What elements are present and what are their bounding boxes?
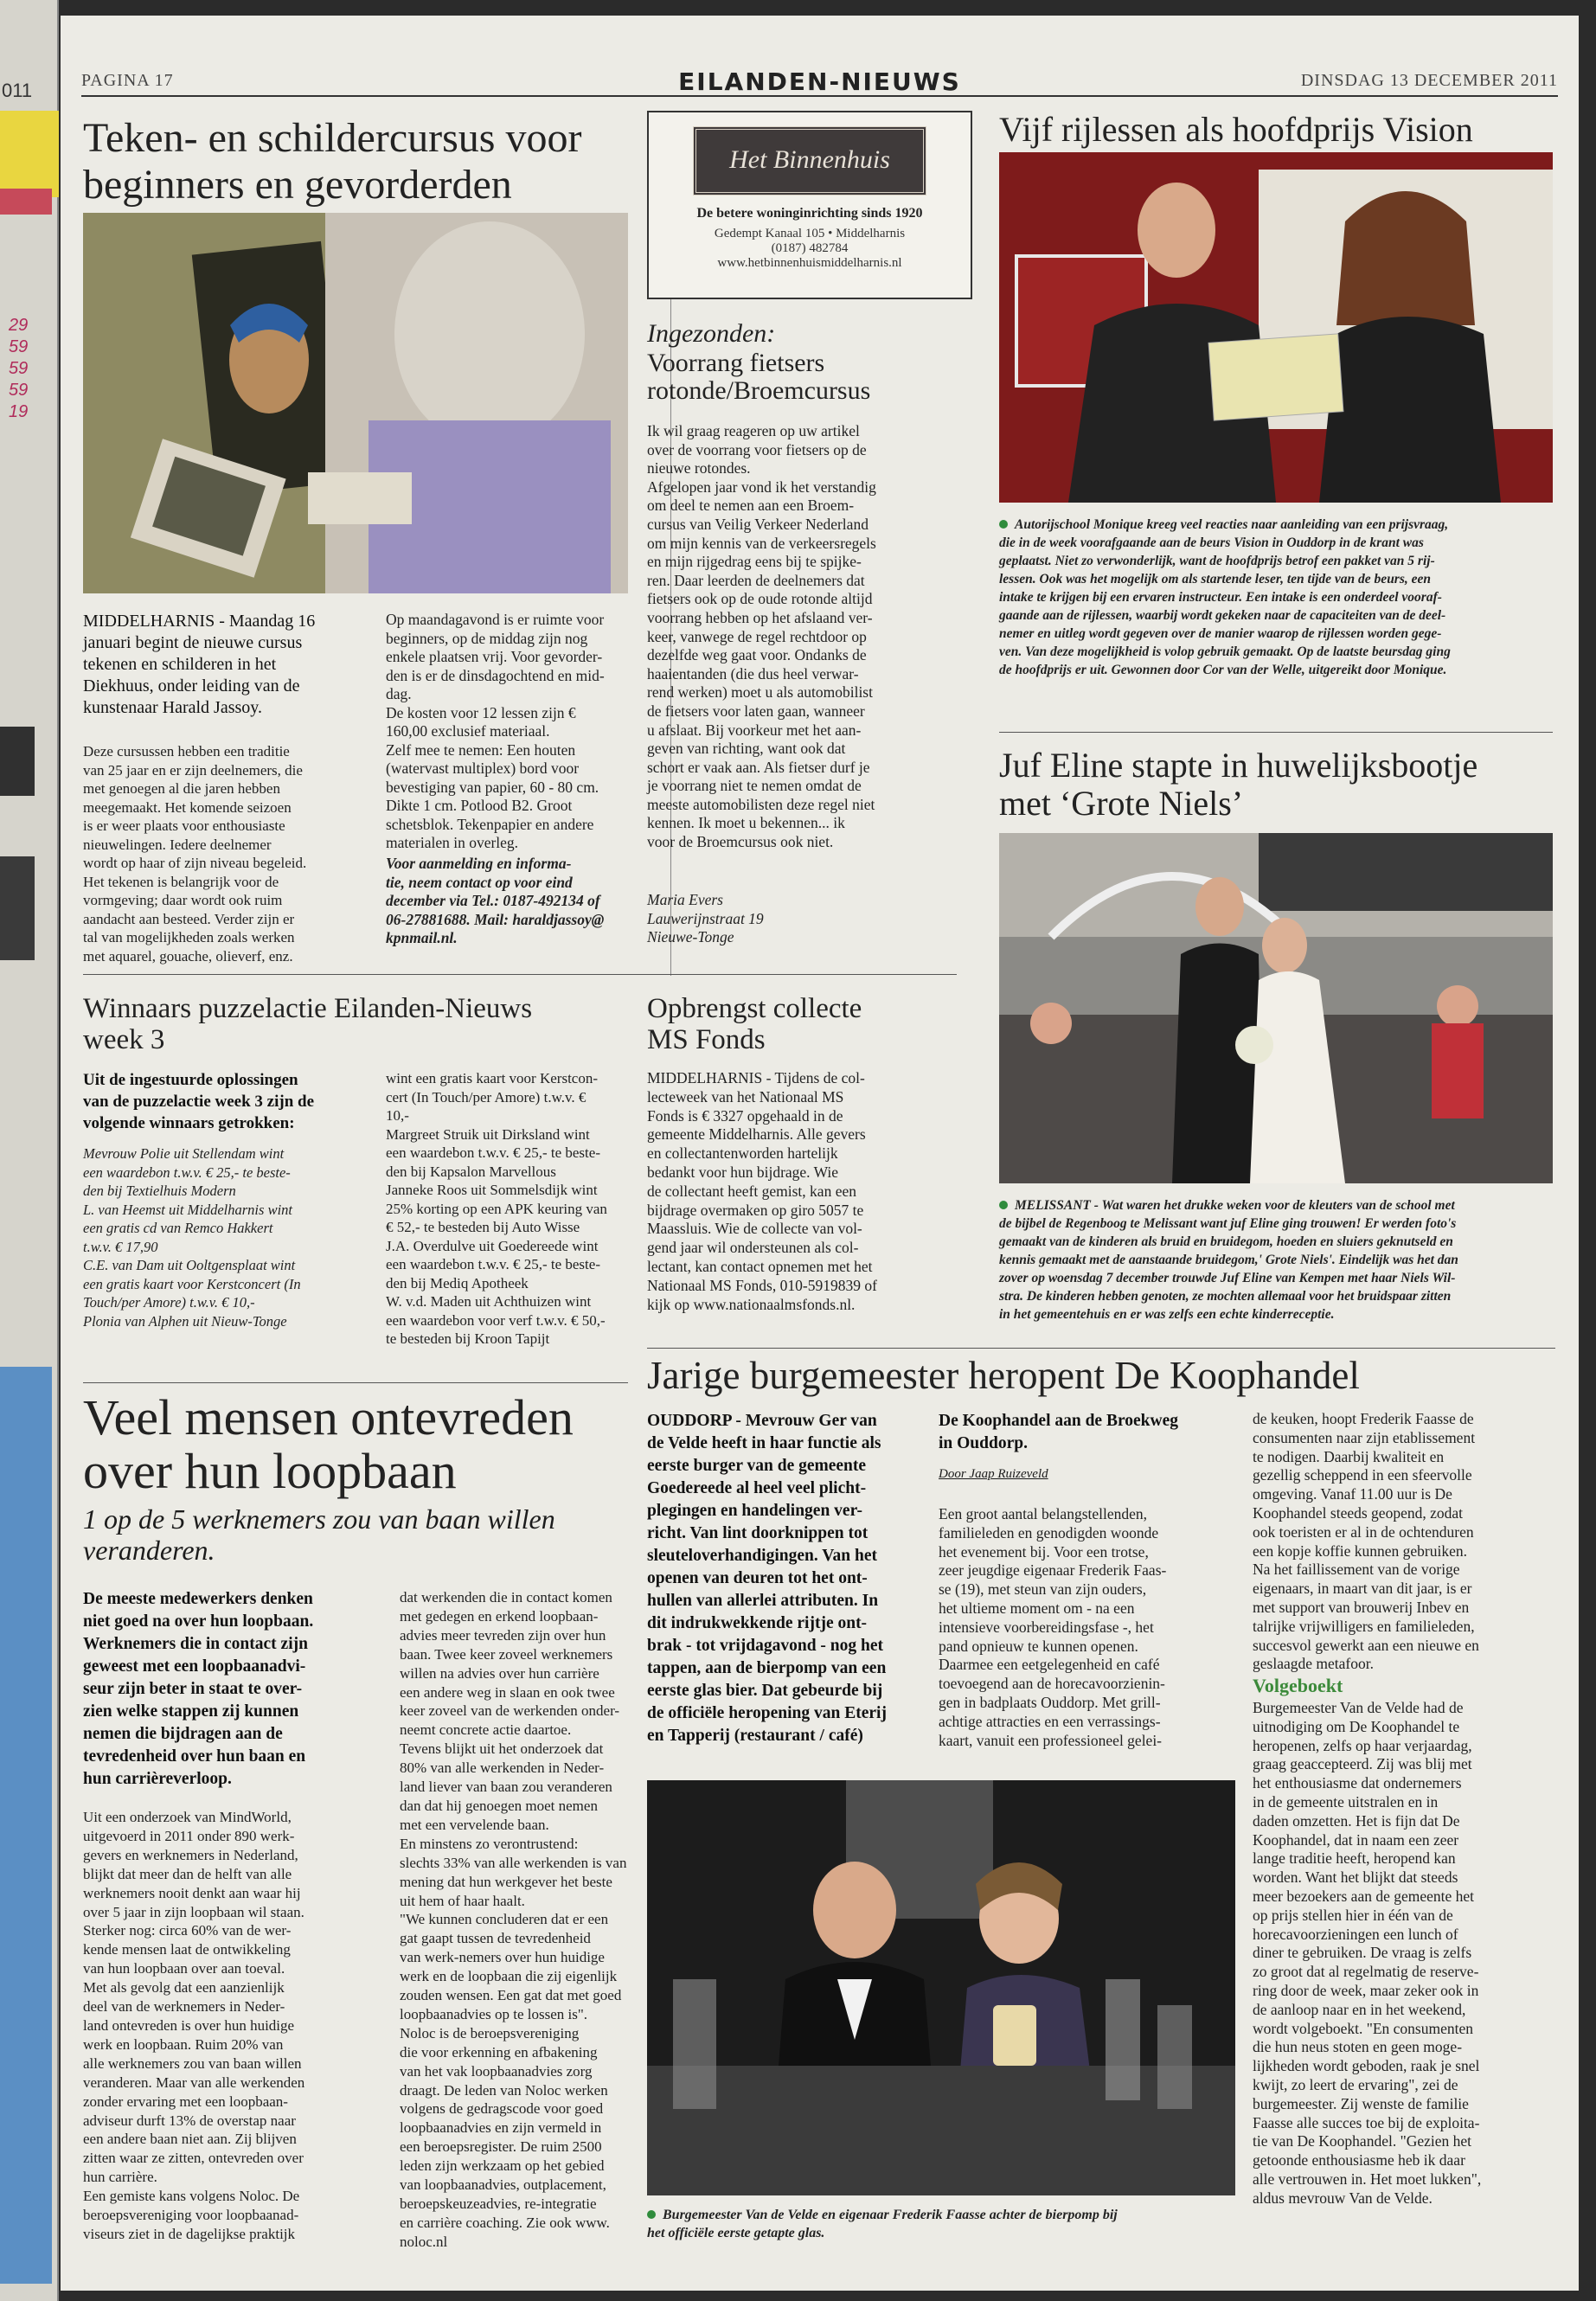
caption-wedding — [999, 1196, 1553, 1324]
caption-koophandel — [647, 2206, 1235, 2242]
issue-date: DINSDAG 13 DECEMBER 2011 — [1300, 71, 1558, 90]
photo-koophandel — [647, 1780, 1235, 2195]
photo-driving-prize — [999, 152, 1553, 503]
article-title-puzzle: Winnaars puzzelactie Eilanden-Nieuws week 3 — [83, 993, 533, 1055]
photo-wedding — [999, 833, 1553, 1183]
article-title-career: Veel mensen ontevreden over hun loopbaan — [83, 1389, 574, 1499]
caption-driving-lessons — [999, 516, 1553, 679]
article-title-driving-lessons: Vijf rijlessen als hoofdprijs Vision — [999, 110, 1473, 149]
body-koophandel-col3: de keuken, hoopt Frederik Faasse de consumenten naar zijn etablissement te nodigen. Daarbij kwaliteit en gezellig scheppend in een sfeervolle omgeving. Vanaf 11.00 uur is De Koophandel steeds geopend, zodat ook toeristen er al in de ochtenduren een kopje koffie kunnen gebruiken. Na het faillissement van de vorige eigenaars, in maart van dit jaar, is er met support van brouwerij Inbev en talrijke vrijwilligers en familieleden, succesvol gewerkt aan een nieuwe en geslaagde metafoor. — [1253, 1410, 1479, 1673]
adjacent-price-3: 59 — [9, 359, 29, 378]
article-title-wedding: Juf Eline stapte in huwelijksbootje met ‘Grote Niels’ — [999, 746, 1478, 823]
contact-drawing-course: Voor aanmelding en informa- tie, neem contact op voor eind december via Tel.: 0187-492134 of 06-27881688. Mail: haraldjassoy@ kpnmail.nl. — [386, 855, 605, 946]
painting-photo-graphic — [83, 213, 628, 593]
binnenhuis-website[interactable]: www.hetbinnenhuismiddelharnis.nl — [717, 256, 902, 270]
lead-drawing-course: MIDDELHARNIS - Maandag 16 januari begint de nieuwe cursus tekenen en schilderen in het Diekhuus, onder leiding van de kunstenaar Harald Jassoy. — [83, 612, 316, 717]
subtitle-career: 1 op de 5 werknemers zou van baan willen veranderen. — [83, 1503, 555, 1566]
adjacent-page-number: 011 — [2, 80, 33, 101]
newspaper-page — [61, 16, 1579, 2291]
bullet-icon — [999, 1201, 1008, 1209]
caption-wedding-text: MELISSANT - Wat waren het drukke weken voor de kleuters van de school met de bijbel de Regenboog te Melissant want juf Eline ging trouwen! Er werden foto's gemaakt van de kinderen als bruid en bruidegom, hoeden en sluiers geknutseld en kennis gemaakt met de aanstaande bruidegom,' Grote Niels'. Eindelijk was het dan zover op woensdag 7 december trouwde Juf Eline van Kempen met haar Niels Wil- stra. De kinderen hebben genoten, ze mochten allemaal voor het bruidspaar zitten in het gemeentehuis en er was zelfs een echte kinderreceptie. — [999, 1198, 1458, 1322]
article-title-koophandel: Jarige burgemeester heropent De Koophandel — [647, 1354, 1360, 1397]
caption-driving-lessons-text: Autorijschool Monique kreeg veel reacties naar aanleiding van een prijsvraag, die in de week voorafgaande aan de beurs Vision in Ouddorp in de krant was geplaatst. Niet zo verwonderlijk, want de hoofdprijs betrof een pakket van 5 rij- lessen. Ook was het mogelijk om als startende leser, ten tijde van de beurs, een intake te krijgen bij een ervaren instructeur. Een intake is een onderdeel vooraf- gaande aan de rijlessen, waarbij wordt gekeken naar de capaciteiten van de deel- nemer en uitleg wordt gegeven over de manier waarop de rijlessen worden gege- ven. Van deze mogelijkheid is volop gebruik gemaakt. Op de laatste beursdag ging de hoofdprijs er uit. Gewonnen door Cor van der Welle, uitgereikt door Monique. — [999, 517, 1451, 677]
adjacent-blue-block — [0, 1367, 52, 2284]
binnenhuis-phone: (0187) 482784 — [771, 241, 849, 255]
masthead: EILANDEN-NIEUWS — [678, 67, 961, 96]
lead-puzzle: Uit de ingestuurde oplossingen van de puzzelactie week 3 zijn de volgende winnaars getrokken: — [83, 1071, 315, 1132]
driving-photo-graphic — [999, 152, 1553, 503]
binnenhuis-tagline: De betere woninginrichting sinds 1920 — [696, 206, 923, 221]
body-koophandel-col3b: Burgemeester Van de Velde had de uitnodiging om De Koophandel te heropenen, zelfs op haar verjaardag, graag geaccepteerd. Zij was blij met het enthousiasme dat ondernemers in de gemeente uitstralen en in daden omzetten. Het is fijn dat De Koophandel, dat in naam een zeer lange traditie heeft, heropend kan worden. Want het blijkt dat steeds meer bezoekers aan de gemeente het op prijs stellen hier in één van de horecavoorzieningen een lunch of diner te gebruiken. De vraag is zelfs zo groot dat al regelmatig de reserve- ring door de week, maar zeker ook in de aanloop naar en in het weekend, wordt volgeboekt. "En consumenten die hun neus stoten en geen moge- lijkheden wordt geboden, raak je snel kwijt, zo leert de ervaring", zei de burgemeester. Zij wenste de familie Faasse alle succes toe bij de exploita- tie van De Koophandel. "Gezien het getoonde enthousiasme heb ik daar alle vertrouwen in. Het moet lukken", aldus mevrouw Van de Velde. — [1253, 1699, 1482, 2207]
body-drawing-course-col2: Op maandagavond is er ruimte voor beginners, op de middag zijn nog enkele plaatsen vrij. Voor gevorder- den is er de dinsdagochtend en mid- dag. De kosten voor 12 lessen zijn € 160,00 exclusief materiaal. Zelf mee te nemen: Een houten (watervast multiplex) bord voor bevestiging van papier, 60 - 80 cm. Dikte 1 cm. Potlood B2. Groot schetsblok. Tekenpapier en andere materialen in overleg. — [386, 611, 605, 851]
section-divider — [999, 732, 1553, 733]
lead-koophandel-cont: De Koophandel aan de Broekweg in Ouddorp. — [939, 1412, 1178, 1452]
adjacent-price-4: 59 — [9, 381, 29, 400]
bullet-icon — [999, 520, 1008, 529]
lead-career: De meeste medewerkers denken niet goed na over hun loopbaan. Werknemers die in contact zijn geweest met een loopbaanadvi- seur zijn beter in staat te over- zien welke stappen zij kunnen nemen die bijdragen aan de tevredenheid over hun baan en hun carrièreverloop. — [83, 1590, 314, 1788]
body-ms-fonds: MIDDELHARNIS - Tijdens de col- lecteweek van het Nationaal MS Fonds is € 3327 opgehaald in de gemeente Middelharnis. Alle gevers en collectantenworden hartelijk bedankt voor hun bijdrage. Wie de collectant heeft gemist, kan een bijdrage overmaken op giro 5057 te Maassluis. Wie de collecte van vol- gend jaar wil ondersteunen als col- lectant, kan contact opnemen met het Nationaal MS Fonds, 010-5919839 of kijk op www.nationaalmsfonds.nl. — [647, 1069, 877, 1313]
adjacent-page-strip — [0, 0, 59, 2301]
page-number: PAGINA 17 — [81, 71, 174, 90]
winners-col2: wint een gratis kaart voor Kerstcon- cert (In Touch/per Amore) t.w.v. € 10,- Margreet Struik uit Dirksland wint een waardebon t.w.v. € 25,- te beste- den bij Kapsalon Marvellous Janneke Roos uit Sommelsdijk wint 25% korting op een APK keuring van € 52,- te besteden bij Auto Wisse J.A. Overdulve uit Goedereede wint een waardebon t.w.v. € 25,- te beste- den bij Mediq Apotheek W. v.d. Maden uit Achthuizen wint een waardebon voor verf t.w.v. € 50,- te besteden bij Kroon Tapijt — [386, 1070, 607, 1347]
section-divider — [83, 974, 957, 975]
section-divider — [83, 1382, 628, 1383]
page-header — [81, 67, 1558, 97]
binnenhuis-address: Gedempt Kanaal 105 • Middelharnis — [714, 227, 906, 240]
binnenhuis-logo: Het Binnenhuis — [693, 126, 926, 195]
body-career-col2: dat werkenden die in contact komen met gedegen en erkend loopbaan- advies meer tevreden zijn over hun baan. Twee keer zoveel werknemers willen na advies over hun carrière een andere weg in slaan en ook twee keer zoveel van de werkenden onder- neemt concrete actie daartoe. Tevens blijkt uit het onderzoek dat 80% van alle werkenden in Neder- land liever van baan zou veranderen dan dat hij genoegen moet nemen met een vervelende baan. En minstens zo verontrustend: slechts 33% van alle werkenden is van mening dat hun werkgever het beste uit hem of haar haalt. "We kunnen concluderen dat er een gat gaapt tussen de tevredenheid van werk-nemers over hun huidige werk en de loopbaan die zij eigenlijk zouden wensen. Een gat dat met goed loopbaanadvies op te lossen is". Noloc is de beroepsvereniging die voor erkenning en afbakening van het vak loopbaanadvies zorg draagt. De leden van Noloc werken volgens de gedragscode voor goed loopbaanadvies en zijn vermeld in een beroepsregister. De ruim 2500 leden zijn werkzaam op het gebied van loopbaanadvies, outplacement, beroepskeuzeadvies, re-integratie en carrière coaching. Zie ook www. noloc.nl — [400, 1589, 627, 2250]
photo-painting-class — [83, 213, 628, 593]
winners-col1: Mevrouw Polie uit Stellendam wint een waardebon t.w.v. € 25,- te beste- den bij Textielhuis Modern L. van Heemst uit Middelharnis wint een gratis cd van Remco Hakkert t.w.v. € 17,90 C.E. van Dam uit Ooltgensplaat wint een gratis kaart voor Kerstconcert (In Touch/per Amore) t.w.v. € 10,- Plonia van Alphen uit Nieuw-Tonge — [83, 1145, 301, 1330]
kicker-letter: Ingezonden: — [647, 319, 776, 348]
signature-roundabout: Maria Evers Lauwerijnstraat 19 Nieuwe-Tonge — [647, 891, 764, 946]
koophandel-photo-graphic — [647, 1780, 1235, 2195]
adjacent-yellow-block — [0, 111, 59, 197]
adjacent-price-5: 19 — [9, 402, 29, 421]
wedding-photo-graphic — [999, 833, 1553, 1183]
caption-koophandel-text: Burgemeester Van de Velde en eigenaar Frederik Faasse achter de bierpomp bij het officiële eerste getapte glas. — [647, 2208, 1118, 2240]
lead-koophandel: OUDDORP - Mevrouw Ger van de Velde heeft in haar functie als eerste burger van de gemeente Goedereede al heel veel plicht- plegingen en handelingen ver- richt. Van lint doorknippen tot sleuteloverhandigingen. Van het openen van deuren tot het ont- hullen van allerlei attributen. In dit indrukwekkende rijtje ont- brak - tot vrijdagavond - nog het tappen, aan de bierpomp van een eerste glas bier. Dat gebeurde bij de officiële heropening van Eterij en Tapperij (restaurant / café) — [647, 1412, 887, 1745]
binnenhuis-advert[interactable] — [647, 111, 972, 299]
adjacent-price-1: 29 — [9, 316, 29, 335]
subhead-volgeboekt: Volgeboekt — [1253, 1675, 1343, 1696]
section-divider — [647, 1348, 1555, 1349]
adjacent-dark-block-2 — [0, 856, 35, 960]
article-title-roundabout: Voorrang fietsers rotonde/Broemcursus — [647, 349, 871, 405]
adjacent-red-block — [0, 189, 52, 215]
bullet-icon — [647, 2210, 656, 2219]
adjacent-dark-block — [0, 727, 35, 796]
adjacent-price-2: 59 — [9, 337, 29, 356]
body-koophandel-col2: Een groot aantal belangstellenden, familieleden en genodigden woonde het evenement bij. Voor een trotse, zeer jeugdige eigenaar Frederik Faas- se (19), met steun van zijn ouders, het ultieme moment om - na een intensieve voorbereidingsfase -, het pand opnieuw te kunnen openen. Daarmee een eetgelegenheid en café toevoegend aan de horecavoorzienin- gen in badplaats Ouddorp. Met grill- achtige attracties en een verrassings- kaart, vanuit een professioneel gelei- — [939, 1505, 1167, 1749]
article-title-ms-fonds: Opbrengst collecte MS Fonds — [647, 993, 862, 1055]
body-career-col1: Uit een onderzoek van MindWorld, uitgevoerd in 2011 onder 890 werk- gevers en werknemers in Nederland, blijkt dat meer dan de helft van alle werknemers nooit denkt aan waar hij over 5 jaar in zijn loopbaan wil staan. Sterker nog: circa 60% van de wer- kende mensen laat de ontwikkeling van hun loopbaan over aan toeval. Met als gevolg dat een aanzienlijk deel van de werknemers in Neder- land ontevreden is over hun huidige werk en loopbaan. Ruim 20% van alle werknemers zou van baan willen veranderen. Maar van alle werkenden zonder ervaring met een loopbaan- adviseur durft 13% de overstap naar een andere baan niet aan. Zij blijven zitten waar ze zitten, ontevreden over hun carrière. Een gemiste kans volgens Noloc. De beroepsvereniging voor loopbaanad- viseurs ziet in de dagelijkse praktijk — [83, 1809, 305, 2242]
body-roundabout: Ik wil graag reageren op uw artikel over de voorrang voor fietsers op de nieuwe rotondes. Afgelopen jaar vond ik het verstandig om deel te nemen aan een Broem- cursus van Veilig Verkeer Nederland om mijn kennis van de verkeersregels en mijn rijgedrag eens bij te spijke- ren. Daar leerden de deelnemers dat fietsers ook op de oude rotonde altijd voorrang hebben op het afslaand ver- keer, vanwege de regel rechtdoor op dezelfde weg gaat voor. Ondanks de haaientanden (die dus heel verwar- rend werken) moet u als automobilist de fietsers voor laten gaan, wanneer u afslaat. Bij voorkeur met het aan- geven van richting, want ook dat schort er vaak aan. Als fietser durf je je voorrang niet te nemen omdat de meeste automobilisten deze regel niet kennen. Ik moet u bekennen... ik voor de Broemcursus ook niet. — [647, 422, 876, 851]
body-drawing-course-col1: Deze cursussen hebben een traditie van 25 jaar en er zijn deelnemers, die met genoegen al die jaren hebben meegemaakt. Het komende seizoen is er weer plaats voor enthousiaste nieuwelingen. Iedere deelnemer wordt op haar of zijn niveau begeleid. Het tekenen is belangrijk voor de vormgeving; daar wordt ook ruim aandacht aan besteed. Verder zijn er tal van mogelijkheden zoals werken met aquarel, gouache, olieverf, enz. — [83, 743, 307, 965]
article-title-drawing-course: Teken- en schildercursus voor beginners en gevorderden — [83, 115, 582, 208]
byline-koophandel: Door Jaap Ruizeveld — [939, 1467, 1048, 1481]
